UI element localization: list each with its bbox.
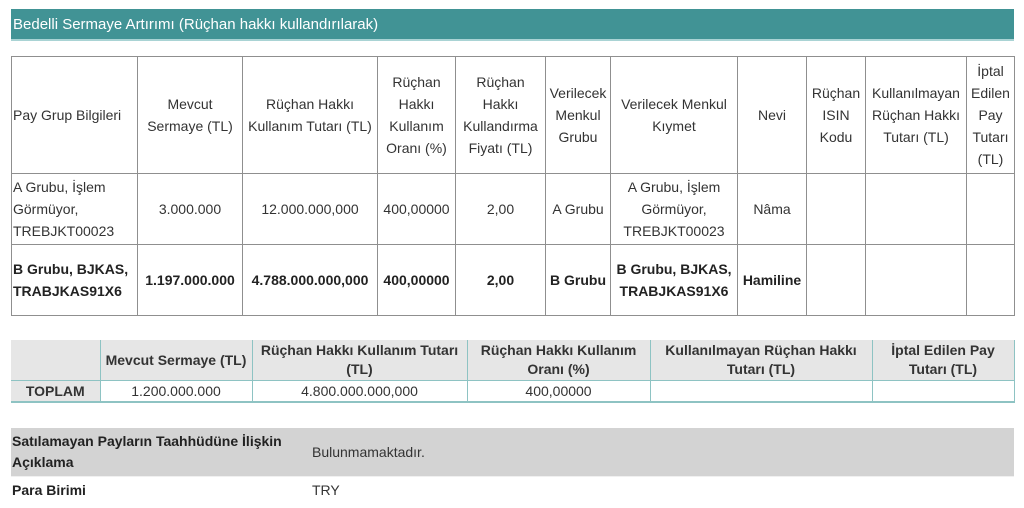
cell-nevi: Hamiline [738, 245, 807, 316]
total-mevcut-sermaye: 1.200.000.000 [100, 381, 252, 403]
total-kullanim-orani: 400,00000 [467, 381, 650, 403]
info-row-taahhut [11, 428, 1014, 477]
table-header-row [12, 57, 1015, 174]
para-birimi-value: TRY [312, 482, 340, 498]
total-label: TOPLAM [11, 381, 100, 403]
taahhut-label: Satılamayan Payların Taahhüdüne İlişkin Açıklama [12, 433, 282, 470]
info-row-para-birimi [11, 477, 1014, 503]
cell-mevcut-sermaye: 3.000.000 [138, 174, 243, 245]
cell-isin [807, 174, 866, 245]
cell-pay-grup: B Grubu, BJKAS, TRABJKAS91X6 [12, 245, 138, 316]
cell-menkul-kiymet: B Grubu, BJKAS, TRABJKAS91X6 [611, 245, 738, 316]
summary-header-blank [11, 340, 100, 381]
cell-kullanim-orani: 400,00000 [378, 245, 456, 316]
header-kullandirma-fiyati: Rüçhan Hakkı Kullandırma Fiyatı (TL) [456, 57, 546, 174]
summary-header-kullanim-orani: Rüçhan Hakkı Kullanım Oranı (%) [467, 340, 650, 381]
cell-kullanilmayan [866, 245, 967, 316]
total-kullanim-tutari: 4.800.000.000,000 [252, 381, 467, 403]
header-mevcut-sermaye: Mevcut Sermaye (TL) [138, 57, 243, 174]
section-title-bar [11, 9, 1014, 41]
header-menkul-grubu: Verilecek Menkul Grubu [546, 57, 611, 174]
cell-menkul-kiymet: A Grubu, İşlem Görmüyor, TREBJKT00023 [611, 174, 738, 245]
table-row [12, 174, 1015, 245]
cell-kullanim-orani: 400,00000 [378, 174, 456, 245]
cell-isin [807, 245, 866, 316]
summary-header-mevcut-sermaye: Mevcut Sermaye (TL) [100, 340, 252, 381]
header-kullanim-orani: Rüçhan Hakkı Kullanım Oranı (%) [378, 57, 456, 174]
cell-kullanim-tutari: 4.788.000.000,000 [243, 245, 378, 316]
section-title: Bedelli Sermaye Artırımı (Rüçhan hakkı kullandırılarak) [13, 16, 379, 33]
table-row [12, 245, 1015, 316]
summary-header-kullanilmayan: Kullanılmayan Rüçhan Hakkı Tutarı (TL) [650, 340, 872, 381]
header-nevi: Nevi [738, 57, 807, 174]
para-birimi-label: Para Birimi [12, 481, 86, 498]
info-section [11, 428, 1014, 503]
cell-kullanilmayan [866, 174, 967, 245]
cell-iptal [967, 174, 1015, 245]
cell-kullanim-tutari: 12.000.000,000 [243, 174, 378, 245]
total-iptal [872, 381, 1014, 403]
summary-header-row [11, 340, 1014, 381]
cell-kullandirma-fiyati: 2,00 [456, 245, 546, 316]
cell-menkul-grubu: A Grubu [546, 174, 611, 245]
header-isin: Rüçhan ISIN Kodu [807, 57, 866, 174]
cell-nevi: Nâma [738, 174, 807, 245]
taahhut-value: Bulunmamaktadır. [312, 444, 425, 460]
cell-mevcut-sermaye: 1.197.000.000 [138, 245, 243, 316]
header-menkul-kiymet: Verilecek Menkul Kıymet [611, 57, 738, 174]
header-iptal: İptal Edilen Pay Tutarı (TL) [967, 57, 1015, 174]
cell-menkul-grubu: B Grubu [546, 245, 611, 316]
rights-issue-table [11, 56, 1015, 316]
summary-header-kullanim-tutari: Rüçhan Hakkı Kullanım Tutarı (TL) [252, 340, 467, 381]
total-kullanilmayan [650, 381, 872, 403]
cell-pay-grup: A Grubu, İşlem Görmüyor, TREBJKT00023 [12, 174, 138, 245]
cell-kullandirma-fiyati: 2,00 [456, 174, 546, 245]
header-kullanim-tutari: Rüçhan Hakkı Kullanım Tutarı (TL) [243, 57, 378, 174]
summary-total-row [11, 381, 1014, 403]
cell-iptal [967, 245, 1015, 316]
header-kullanilmayan: Kullanılmayan Rüçhan Hakkı Tutarı (TL) [866, 57, 967, 174]
summary-table [11, 340, 1015, 403]
summary-header-iptal: İptal Edilen Pay Tutarı (TL) [872, 340, 1014, 381]
header-pay-grup: Pay Grup Bilgileri [12, 57, 138, 174]
